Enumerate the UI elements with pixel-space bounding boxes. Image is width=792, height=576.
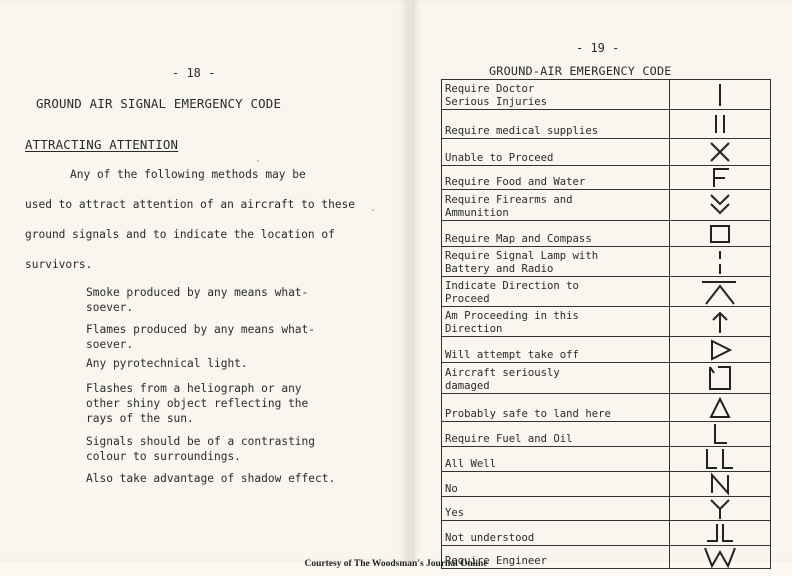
page-number-left: - 18 - [172,66,216,80]
code-symbol-cell [670,190,771,221]
symbol-L-icon [700,422,740,446]
symbol-broken-square-icon [698,363,742,393]
ground-air-code-table [441,79,771,569]
section-heading: ATTRACTING ATTENTION [25,137,179,152]
table-row [442,337,771,363]
table-row [442,80,771,110]
code-meaning: Aircraft seriously damaged [442,363,670,394]
code-meaning: Probably safe to land here [442,394,670,422]
code-symbol-cell [670,277,771,307]
code-meaning: Require Food and Water [442,166,670,190]
table-row [442,166,771,190]
method-item: Smoke produced by any means what- soever. [86,286,309,314]
symbol-arrow-up-icon [700,308,740,336]
method-item: Also take advantage of shadow effect. [86,472,336,485]
table-row [442,307,771,337]
symbol-triangle-icon [700,395,740,421]
table-row [442,221,771,247]
code-symbol-cell [670,110,771,139]
method-item: Flashes from a heliograph or any other shiny object reflecting the rays of the sun. [86,382,309,425]
code-symbol-cell [670,166,771,190]
symbol-Y-icon [700,498,740,520]
code-meaning: Require Firearms and Ammunition [442,190,670,221]
table-row [442,139,771,166]
right-page-title: GROUND-AIR EMERGENCY CODE [489,64,672,78]
table-row [442,521,771,546]
symbol-I-icon [700,81,740,109]
code-symbol-cell [670,337,771,363]
intro-line: survivors. [25,258,93,271]
table-row [442,277,771,307]
code-meaning: Require Doctor Serious Injuries [442,80,670,110]
table-row [442,247,771,277]
method-item: Any pyrotechnical light. [86,357,248,370]
code-symbol-cell [670,247,771,277]
code-meaning: Will attempt take off [442,337,670,363]
intro-line: used to attract attention of an aircraft to these [25,198,356,211]
code-symbol-cell [670,363,771,394]
symbol-JL-icon [698,521,742,545]
symbol-bar-I-icon [700,248,740,276]
table-row [442,110,771,139]
symbol-N-icon [700,472,740,496]
table-row [442,190,771,221]
code-symbol-cell [670,521,771,546]
code-symbol-cell [670,307,771,337]
book-spine [407,0,412,562]
code-meaning: No [442,472,670,497]
table-row [442,497,771,521]
code-symbol-cell [670,447,771,472]
code-meaning: Require Map and Compass [442,221,670,247]
symbol-K-icon [698,278,742,306]
code-symbol-cell [670,221,771,247]
intro-line: ground signals and to indicate the location of [25,228,335,241]
code-meaning: Require medical supplies [442,110,670,139]
code-meaning: Not understood [442,521,670,546]
symbol-square-icon [700,222,740,246]
symbol-II-icon [700,111,740,137]
code-symbol-cell [670,497,771,521]
code-meaning: Unable to Proceed [442,139,670,166]
code-meaning: Require Engineer [442,546,670,569]
table-row [442,422,771,447]
method-item: Flames produced by any means what- soever. [86,323,316,351]
symbol-F-icon [700,167,740,189]
code-symbol-cell [670,472,771,497]
symbol-triangle-right-icon [700,338,740,362]
table-row [442,472,771,497]
footer-credit: Courtesy of The Woodsman's Journal Online [304,559,488,569]
code-meaning: Yes [442,497,670,521]
left-page-title: GROUND AIR SIGNAL EMERGENCY CODE [36,96,282,111]
table-row [442,447,771,472]
code-meaning: Require Fuel and Oil [442,422,670,447]
symbol-X-icon [700,140,740,164]
symbol-LL-icon [698,447,742,471]
symbol-double-V-icon [700,191,740,219]
code-symbol-cell [670,394,771,422]
code-meaning: Am Proceeding in this Direction [442,307,670,337]
code-meaning: Require Signal Lamp with Battery and Radio [442,247,670,277]
method-item: Signals should be of a contrasting colour to surroundings. [86,435,316,463]
paper-speck [372,209,374,211]
page-number-right: - 19 - [576,41,620,55]
code-symbol-cell [670,80,771,110]
code-meaning: All Well [442,447,670,472]
paper-speck [257,160,259,162]
table-row [442,363,771,394]
table-row [442,394,771,422]
intro-line: Any of the following methods may be [70,168,306,181]
code-meaning: Indicate Direction to Proceed [442,277,670,307]
code-symbol-cell [670,139,771,166]
code-symbol-cell [670,422,771,447]
